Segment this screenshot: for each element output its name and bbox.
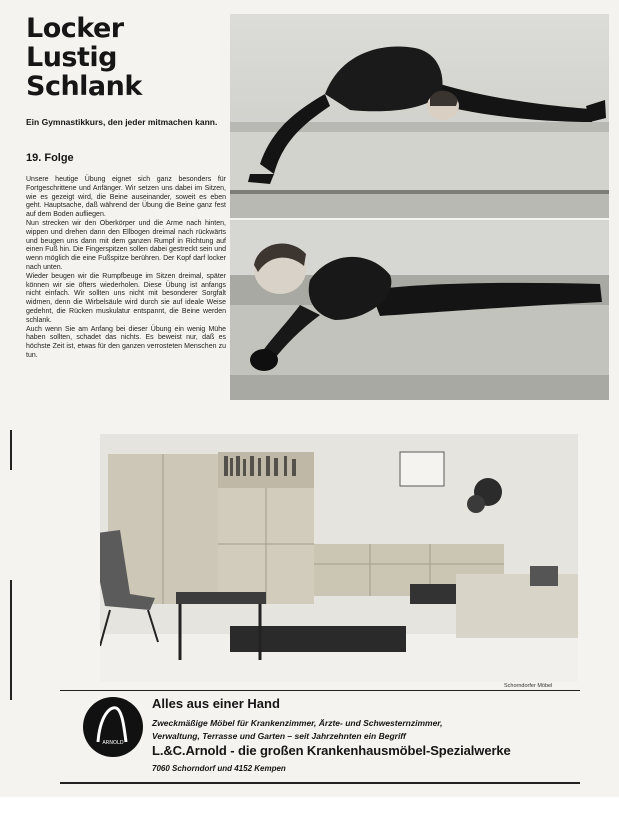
furniture-ad-photo (100, 434, 578, 682)
article-body (26, 176, 226, 361)
title-line-1: Locker (26, 13, 124, 44)
ad-address: 7060 Schorndorf und 4152 Kempen (152, 764, 286, 773)
ad-description-line-1: Zweckmäßige Möbel für Krankenzimmer, Ärzte- und Schwesternzimmer, (152, 718, 443, 728)
paragraph: Wieder beugen wir die Rumpfbeuge im Sitzen dreimal, später können wir sie öfters wiederholen. Diese Übung ist anfangs nicht einfach. Wir sollten uns nicht mit besonderer Sorgfalt widmen, denn die Wirbelsäule wird durch sie auf ideale Weise gedehnt, die Rücken muskulatur entspannt, die Beine werden schlank. (26, 272, 226, 324)
forward-bend-illustration (230, 14, 609, 218)
exercise-photo-forward-bend (230, 14, 609, 218)
paragraph: Nun strecken wir den Oberkörper und die Arme nach hinten, wippen und drehen dann den Ellbogen dreimal nach rückwärts und beugen uns dann mit dem ganzen Rumpf in Richtung auf einen Fuß hin. Die Fingerspitzen sollen dabei gestreckt sein und wenn möglich die eine Fußspitze berühren. Der Kopf darf locker nach unten. (26, 219, 226, 271)
paragraph: Auch wenn Sie am Anfang bei dieser Übung ein wenig Mühe haben sollten, schadet das nichts. Es beweist nur, daß es höchste Zeit ist, etwas für den ganzen verrosteten Menschen zu tun. (26, 325, 226, 359)
series-number: 19. Folge (26, 152, 74, 164)
paragraph: Unsere heutige Übung eignet sich ganz besonders für Fortgeschrittene und Anfänger. Wir setzen uns dabei im Sitzen, wie es gezeigt wird, die Beine auseinander, soweit es eben geht. Hauptsache, daß während der Übung die Beine ganz fest auf dem Boden aufliegen. (26, 176, 226, 219)
furniture-room-illustration (100, 434, 578, 682)
arnold-arch-logo-icon (82, 696, 144, 758)
ad-headline: Alles aus einer Hand (152, 696, 280, 711)
side-stretch-illustration (230, 220, 609, 400)
exercise-photo-side-stretch (230, 220, 609, 400)
photo-credit: Schorndorfer Möbel (504, 683, 553, 689)
article-subtitle: Ein Gymnastikkurs, den jeder mitmachen kann. (26, 117, 218, 127)
logo-label: ARNOLD (102, 740, 124, 746)
article-title (26, 14, 226, 101)
scan-edge-mark (10, 580, 12, 700)
ad-bottom-rule (60, 782, 580, 784)
scan-edge-mark (10, 430, 12, 470)
title-line-2: Lustig (26, 42, 117, 73)
title-line-3: Schlank (26, 71, 142, 102)
page-bottom-margin (0, 797, 619, 822)
ad-company-name: L.&C.Arnold - die großen Krankenhausmöbel-Spezialwerke (152, 743, 511, 758)
ad-description-line-2: Verwaltung, Terrasse und Garten – seit Jahrzehnten ein Begriff (152, 731, 406, 741)
